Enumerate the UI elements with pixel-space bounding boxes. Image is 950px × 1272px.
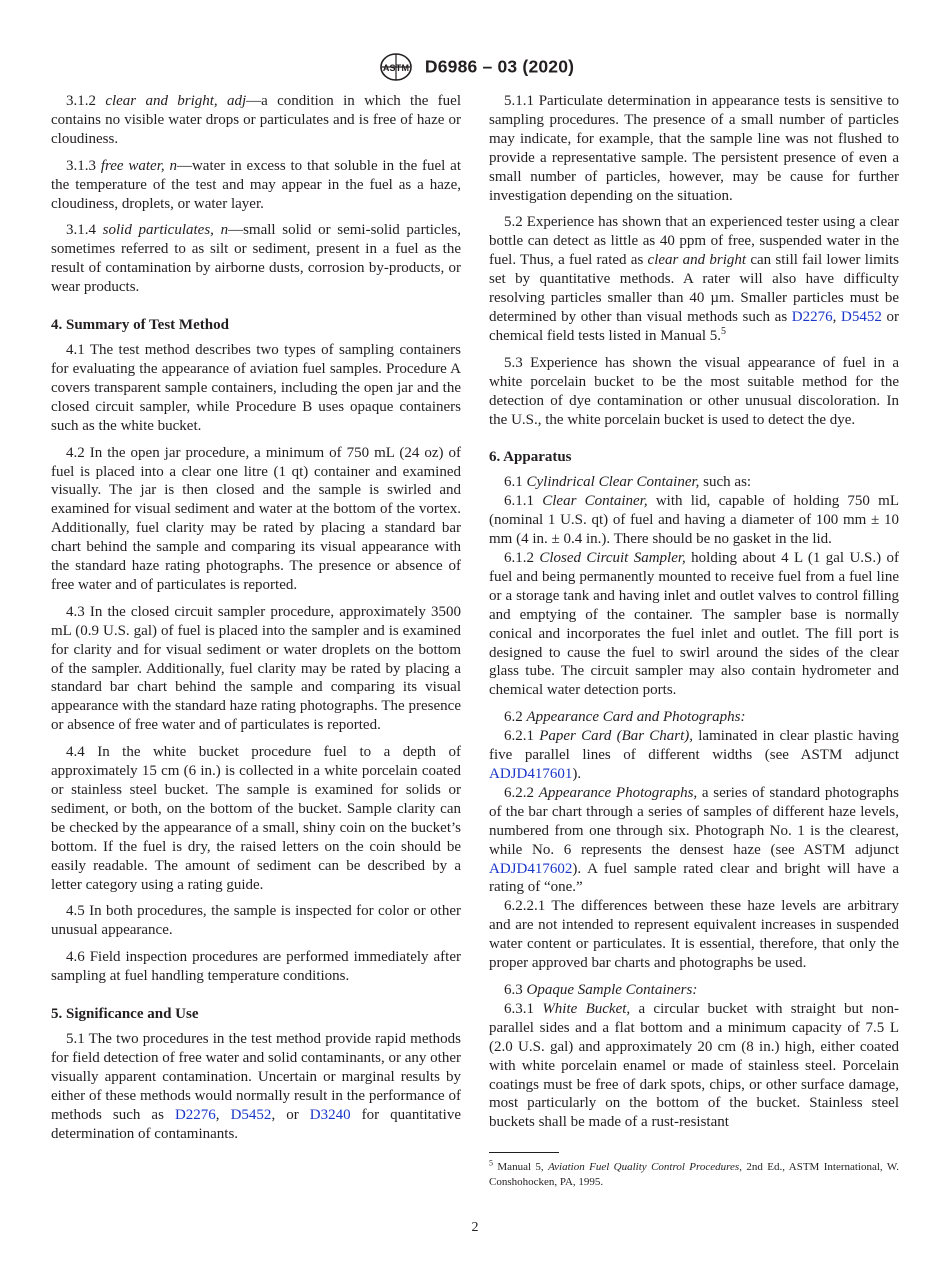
page-header — [0, 52, 950, 82]
paragraph-3-1-3: 3.1.3 free water, n—water in excess to that soluble in the fuel at the temperature of the test and may appear in the fuel as a haze, cloudiness, droplets, or water layer. — [51, 157, 461, 212]
document-designation: D6986 – 03 (2020) — [424, 56, 575, 77]
link-adjd417601[interactable]: ADJD417601 — [489, 766, 573, 782]
paragraph-5-1-1: 5.1.1 Particulate determination in appearance tests is sensitive to sampling procedures. The presence of a small number of particles may indicate, for example, that the sample line was not flushed to provide a representative sample. The persistent presence of even a small number of particles, however, may be cause for further investigation depending on the situation. — [489, 93, 899, 204]
link-d2276[interactable]: D2276 — [791, 308, 833, 325]
paragraph-3-1-4: 3.1.4 solid particulates, n—small solid or semi-solid particles, sometimes referred to as silt or sediment, present in a fuel as the result of contamination by airborne dusts, corrosion by-products, or wear products. — [51, 222, 461, 296]
paragraph-6-2: 6.2 Appearance Card and Photographs: — [504, 709, 746, 726]
logo-lettering: ASTM — [382, 63, 409, 73]
paragraph-6-1: 6.1 Cylindrical Clear Container, such as: — [504, 474, 752, 491]
footnote-divider — [489, 1152, 559, 1153]
paragraph-4-2: 4.2 In the open jar procedure, a minimum of 750 mL (24 oz) of fuel is placed into a clear one litre (1 qt) container and examined visually. The jar is then closed and the sample is swirled and examined for visual sediment and water at the bottom of the vortex. Additionally, fuel clarity may be rated by placing a standard bar chart behind the sample and comparing its visual appearance with the standard haze rating photographs. The presence or absence of free water and of particulates is reported. — [51, 444, 461, 593]
section-heading-5: 5. Significance and Use — [51, 1006, 199, 1023]
paragraph-6-2-1: 6.2.1 Paper Card (Bar Chart), laminated in clear plastic having five parallel lines of different widths (see ASTM adjunct ADJD417601). — [489, 728, 900, 782]
paragraph-5-3: 5.3 Experience has shown the visual appearance of fuel in a white porcelain bucket to be the most suitable method for the detection of dye contamination or other unusual discoloration. In the U.S., the white porcelain bucket is used to detect the dye. — [489, 354, 899, 428]
paragraph-5-2: 5.2 Experience has shown that an experienced tester using a clear bottle can detect as little as 40 ppm of free, suspended water in the fuel. Thus, a fuel rated as clear and bright can still fail lower limits set by quantitative methods. A rater will also have difficulty resolving particles smaller than 40 µm. Smaller particles must be determined by other than visual methods such as D2276, D5452 or chemical field tests listed in Manual 5.$^5$ — [489, 214, 899, 344]
paragraph-4-3: 4.3 In the closed circuit sampler procedure, approximately 3500 mL (0.9 U.S. gal) of fuel is placed into the sampler and is examined for clarity and for visual sediment or water droplets on the bottom of the sampler. Additionally, fuel clarity may be rated by placing a standard bar chart behind the sample and comparing its visual appearance with the standard haze rating photographs. The presence or absence of free water and of particulates is reported. — [51, 603, 461, 734]
link-d3240[interactable]: D3240 — [309, 1106, 351, 1123]
paragraph-4-5: 4.5 In both procedures, the sample is inspected for color or other unusual appearance. — [51, 903, 461, 939]
paragraph-6-3: 6.3 Opaque Sample Containers: — [504, 981, 698, 998]
footnote-ref[interactable]: 5 — [721, 325, 727, 337]
paragraph-6-1-2: 6.1.2 Closed Circuit Sampler, holding about 4 L (1 gal U.S.) of fuel and being permanently mounted to receive fuel from a fuel line or a storage tank and having inlet and outlet valves to control filling and emptying of the container. The sampler base is normally conical and incorporates the fuel inlet and outlet. The fill port is designed to cause the fuel to swirl around the sides of the clear glass tube. The circuit sampler may also contain hydrometer and chemical water detection ports. — [489, 550, 899, 699]
link-adjd417602[interactable]: ADJD417602 — [489, 860, 573, 877]
astm-logo-icon — [376, 52, 416, 82]
paragraph-4-6: 4.6 Field inspection procedures are performed immediately after sampling at fuel handling temperature conditions. — [51, 949, 461, 985]
link-d5452[interactable]: D5452 — [841, 308, 882, 325]
paragraph-3-1-2: 3.1.2 clear and bright, adj—a condition in which the fuel contains no visible water drops or particulates and is free of haze or cloudiness. — [51, 93, 461, 147]
paragraph-6-2-2: 6.2.2 Appearance Photographs, a series of standard photographs of the bar chart through a series of samples of different haze levels, numbered from one through six. Photograph No. 1 is the clearest, while No. 6 represents the densest haze (see ASTM adjunct ADJD417602). A fuel sample rated clear and bright will have a rating of “one.” — [489, 784, 900, 896]
paragraph-4-4: 4.4 In the white bucket procedure fuel to a depth of approximately 15 cm (6 in.) is collected in a white porcelain coated or stainless steel bucket. The sample is examined for solids or sediment, or both, on the bottom of the bucket. Sample clarity can be checked by the appearance of a small, shiny coin on the bucket’s bottom. If the fuel is dry, the raised letters on the coin should be easily readable. The amount of sediment can be described by a letter category using a rating guide. — [51, 744, 461, 893]
section-heading-4: 4. Summary of Test Method — [51, 317, 229, 334]
link-d5452[interactable]: D5452 — [230, 1106, 272, 1123]
paragraph-6-1-1: 6.1.1 Clear Container, with lid, capable of holding 750 mL (nominal 1 U.S. qt) of fuel and having a diameter of 100 mm ± 10 mm (4 in. ± 0.4 in.). There should be no gasket in the lid. — [489, 493, 900, 548]
page-number: 2 — [471, 1220, 479, 1235]
left-column — [51, 92, 461, 1152]
paragraph-4-1: 4.1 The test method describes two types of sampling containers for evaluating the appearance of aviation fuel samples. Procedure A covers transparent sample containers, including the open jar and the closed circuit sampler, while Procedure B uses opaque containers such as the white bucket. — [51, 342, 461, 434]
paragraph-6-3-1: 6.3.1 White Bucket, a circular bucket with straight but non-parallel sides and a flat bottom and a minimum capacity of 7.5 L (2.0 U.S. gal) and approximately 20 cm (8 in.) high, either coated with white porcelain enamel or made of stainless steel. Porcelain coatings must be free of dark spots, chips, or other surface damage, most particularly on the bottom of the bucket. Stainless steel buckets shall be made of a rust-resistant — [489, 1000, 900, 1131]
link-d2276[interactable]: D2276 — [174, 1106, 216, 1123]
paragraph-5-1: 5.1 The two procedures in the test method provide rapid methods for field detection of free water and solid contaminants, or any other visually apparent contamination. Uncertain or marginal results by either of these methods would normally result in the performance of methods such as D2276, D5452, or D3240 for quantitative determination of contaminants. — [51, 1031, 461, 1142]
paragraph-6-2-2-1: 6.2.2.1 The differences between these haze levels are arbitrary and are not intended to represent equivalent increases in suspended water content or particulates. It is essential, therefore, that only the proper approved bar charts and photographs be used. — [489, 898, 899, 972]
footnote-5: $^5$ Manual 5, Aviation Fuel Quality Control Procedures, 2nd Ed., ASTM International, W. Conshohocken, PA, 1995. — [489, 1158, 900, 1188]
section-heading-6: 6. Apparatus — [489, 449, 572, 466]
right-column — [489, 92, 899, 1132]
